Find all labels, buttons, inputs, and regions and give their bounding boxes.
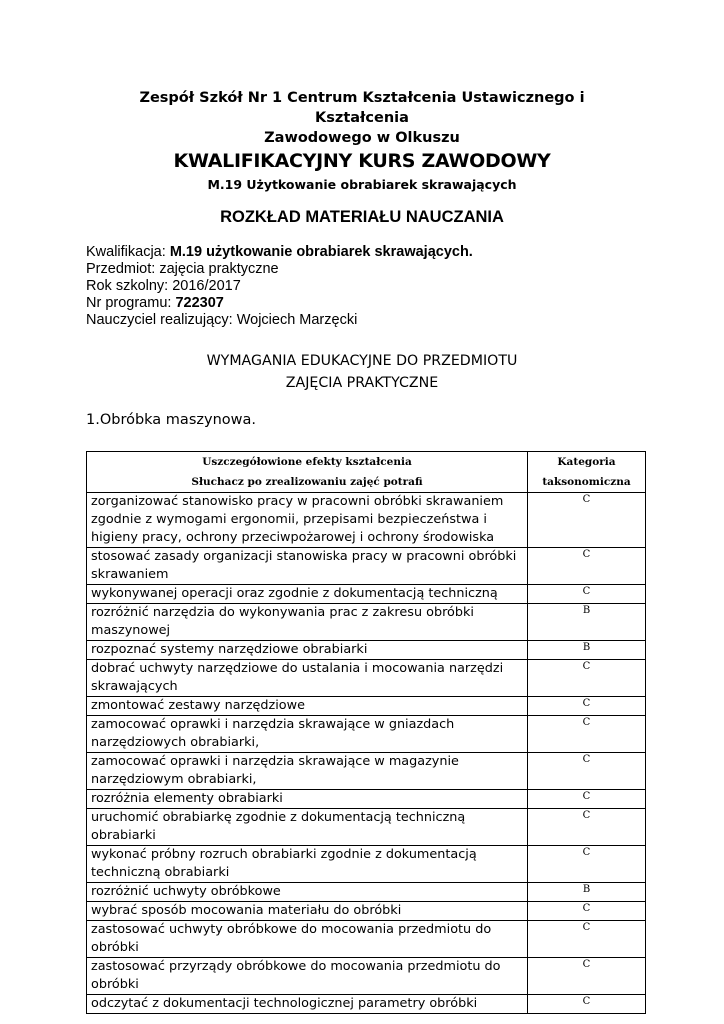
outcome-text: stosować zasady organizacji stanowiska pracy w pracowni obróbki skrawaniem xyxy=(87,548,528,585)
table-row xyxy=(87,753,646,790)
plan-title: ROZKŁAD MATERIAŁU NAUCZANIA xyxy=(220,208,504,226)
outcome-text: rozróżnić uchwyty obróbkowe xyxy=(87,883,528,902)
year-label: Rok szkolny: xyxy=(86,278,173,294)
outcome-text: zmontować zestawy narzędziowe xyxy=(87,697,528,716)
outcome-text: dobrać uchwyty narzędziowe do ustalania i mocowania narzędzi skrawających xyxy=(87,660,528,697)
outcome-text: zastosować przyrządy obróbkowe do mocowania przedmiotu do obróbki xyxy=(87,958,528,995)
table-row xyxy=(87,585,646,604)
subject-value: zajęcia praktyczne xyxy=(159,261,279,277)
outcome-text: rozróżnić narzędzia do wykonywania prac z zakresu obróbki maszynowej xyxy=(87,604,528,641)
teacher-value: Wojciech Marzęcki xyxy=(236,312,358,328)
requirements-line1: WYMAGANIA EDUKACYJNE DO PRZEDMIOTU xyxy=(206,353,518,369)
year-value: 2016/2017 xyxy=(172,278,241,294)
table-row xyxy=(87,883,646,902)
table-row xyxy=(87,548,646,585)
outcome-text: wykonywanej operacji oraz zgodnie z dokumentacją techniczną xyxy=(87,585,528,604)
qualification-value: M.19 użytkowanie obrabiarek skrawających. xyxy=(169,244,473,260)
school-name xyxy=(90,88,634,148)
subject-line xyxy=(86,261,473,278)
section-title: 1.Obróbka maszynowa. xyxy=(86,412,256,428)
outcome-text: wykonać próbny rozruch obrabiarki zgodnie z dokumentacją techniczną obrabiarki xyxy=(87,846,528,883)
table-row xyxy=(87,809,646,846)
category-value: C xyxy=(528,921,646,958)
category-value: C xyxy=(528,548,646,585)
category-value: C xyxy=(528,585,646,604)
category-value: C xyxy=(528,958,646,995)
program-label: Nr programu: xyxy=(86,295,176,311)
category-value: B xyxy=(528,604,646,641)
table-body xyxy=(87,493,646,1014)
school-name-line1: Zespół Szkół Nr 1 Centrum Kształcenia Ustawicznego i Kształcenia xyxy=(139,90,585,126)
course-info xyxy=(86,244,473,329)
qualification-label: Kwalifikacja: xyxy=(86,244,170,260)
category-value: C xyxy=(528,790,646,809)
outcome-text: zamocować oprawki i narzędzia skrawające w gniazdach narzędziowych obrabiarki, xyxy=(87,716,528,753)
requirements-line2: ZAJĘCIA PRAKTYCZNE xyxy=(285,375,439,391)
year-line xyxy=(86,278,473,295)
subject-label: Przedmiot: xyxy=(86,261,160,277)
program-line xyxy=(86,295,473,312)
outcome-text: zastosować uchwyty obróbkowe do mocowania przedmiotu do obróbki xyxy=(87,921,528,958)
table-row xyxy=(87,660,646,697)
outcome-text: rozpoznać systemy narzędziowe obrabiarki xyxy=(87,641,528,660)
category-value: C xyxy=(528,809,646,846)
category-value: B xyxy=(528,641,646,660)
outcomes-header-line1: Uszczegółowione efekty kształcenia xyxy=(202,456,412,468)
category-value: B xyxy=(528,883,646,902)
course-subtitle: M.19 Użytkowanie obrabiarek skrawających xyxy=(207,177,517,192)
outcome-text: odczytać z dokumentacji technologicznej parametry obróbki xyxy=(87,995,528,1014)
qualification-line xyxy=(86,244,473,261)
outcome-text: rozróżnia elementy obrabiarki xyxy=(87,790,528,809)
table-row xyxy=(87,902,646,921)
school-name-line2: Zawodowego w Olkuszu xyxy=(264,130,460,146)
outcomes-header-line2: Słuchacz po zrealizowaniu zajęć potrafi xyxy=(191,476,423,488)
table-row xyxy=(87,995,646,1014)
category-value: C xyxy=(528,902,646,921)
table-row xyxy=(87,790,646,809)
table-row xyxy=(87,921,646,958)
category-header-line2: taksonomiczna xyxy=(542,476,631,488)
category-value: C xyxy=(528,697,646,716)
category-value: C xyxy=(528,716,646,753)
table-row xyxy=(87,716,646,753)
program-value: 722307 xyxy=(175,295,224,311)
category-value: C xyxy=(528,846,646,883)
outcome-text: wybrać sposób mocowania materiału do obróbki xyxy=(87,902,528,921)
learning-outcomes-table xyxy=(86,451,646,1014)
table-row xyxy=(87,493,646,548)
outcome-text: zorganizować stanowisko pracy w pracowni obróbki skrawaniem zgodnie z wymogami ergonomii, przepisami bezpieczeństwa i higieny pracy, ochrony przeciwpożarowej i ochrony środowiska xyxy=(87,493,528,548)
category-value: C xyxy=(528,493,646,548)
outcome-text: zamocować oprawki i narzędzia skrawające w magazynie narzędziowym obrabiarki, xyxy=(87,753,528,790)
table-row xyxy=(87,641,646,660)
category-value: C xyxy=(528,995,646,1014)
category-value: C xyxy=(528,660,646,697)
table-header-row xyxy=(87,452,646,493)
table-row xyxy=(87,846,646,883)
table-row xyxy=(87,958,646,995)
category-header-line1: Kategoria xyxy=(557,456,616,468)
teacher-line xyxy=(86,312,473,329)
course-title: KWALIFIKACYJNY KURS ZAWODOWY xyxy=(173,150,551,172)
requirements-heading xyxy=(0,350,724,394)
outcomes-column-header xyxy=(87,452,528,493)
teacher-label: Nauczyciel realizujący: xyxy=(86,312,237,328)
category-value: C xyxy=(528,753,646,790)
table-row xyxy=(87,604,646,641)
outcome-text: uruchomić obrabiarkę zgodnie z dokumentacją techniczną obrabiarki xyxy=(87,809,528,846)
category-column-header xyxy=(528,452,646,493)
table-row xyxy=(87,697,646,716)
